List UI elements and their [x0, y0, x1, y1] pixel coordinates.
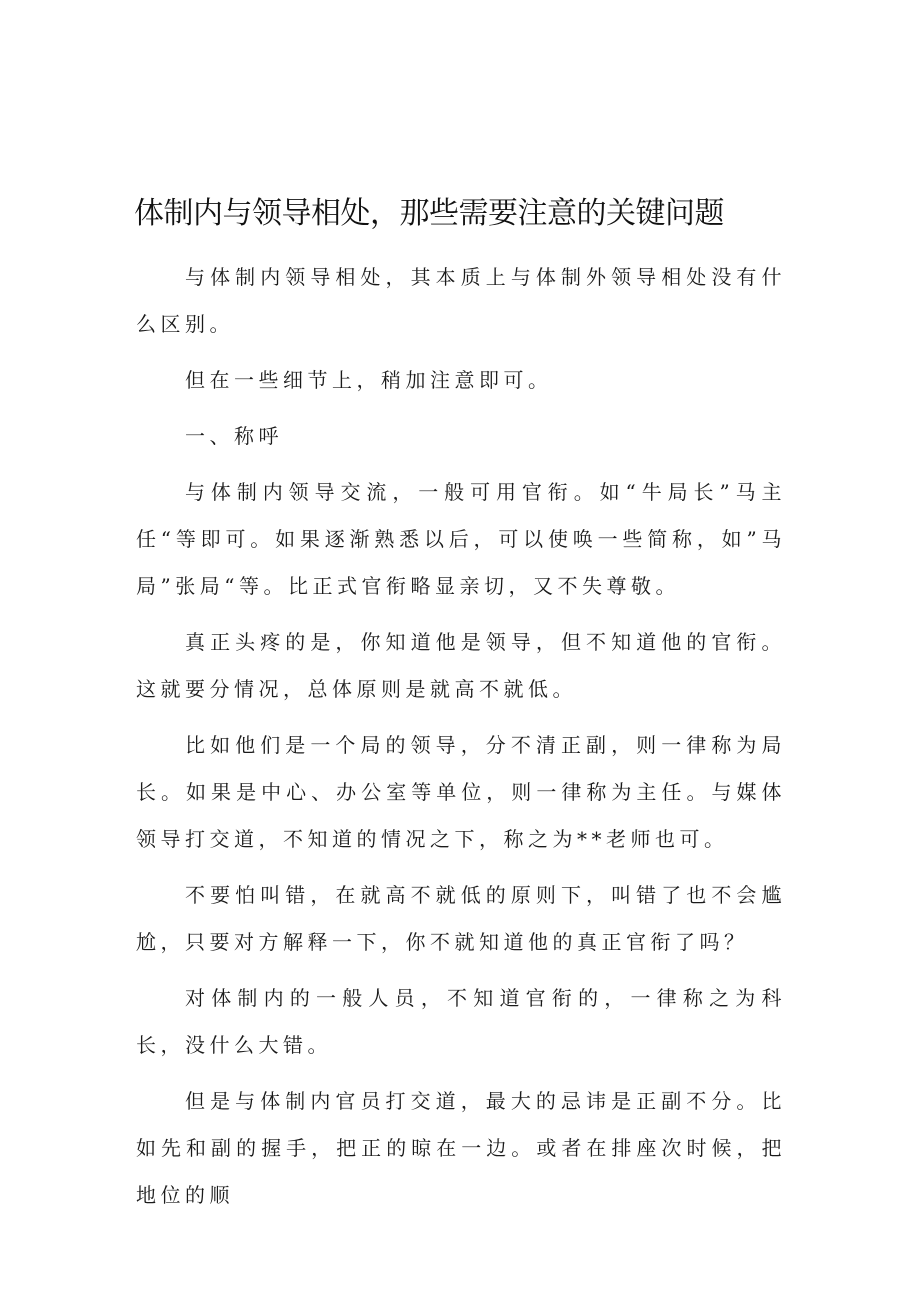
- paragraph: 与体制内领导交流，一般可用官衔。如“牛局长”马主任“等即可。如果逐渐熟悉以后，可以使唤一些简称，如”马局”张局“等。比正式官衔略显亲切，又不失尊敬。: [136, 480, 786, 598]
- paragraph: 不要怕叫错，在就高不就低的原则下，叫错了也不会尴尬，只要对方解释一下，你不就知道他的真正官衔了吗？: [136, 883, 786, 954]
- paragraph: 比如他们是一个局的领导，分不清正副，则一律称为局长。如果是中心、办公室等单位，则一律称为主任。与媒体领导打交道，不知道的情况之下，称之为**老师也可。: [136, 733, 786, 851]
- section-heading: 一、称呼: [185, 424, 283, 448]
- paragraph: 对体制内的一般人员，不知道官衔的，一律称之为科长，没什么大错。: [136, 986, 786, 1057]
- paragraph: 但是与体制内官员打交道，最大的忌讳是正副不分。比如先和副的握手，把正的晾在一边。或者在排座次时候，把地位的顺: [136, 1089, 786, 1207]
- paragraph: 与体制内领导相处，其本质上与体制外领导相处没有什么区别。: [136, 265, 786, 336]
- document-body: [136, 254, 786, 1228]
- paragraph: 但在一些细节上，稍加注意即可。: [185, 368, 553, 392]
- paragraph: 真正头疼的是，你知道他是领导，但不知道他的官衔。这就要分情况，总体原则是就高不就低。: [136, 630, 786, 701]
- document-title: 体制内与领导相处，那些需要注意的关键问题: [134, 196, 724, 231]
